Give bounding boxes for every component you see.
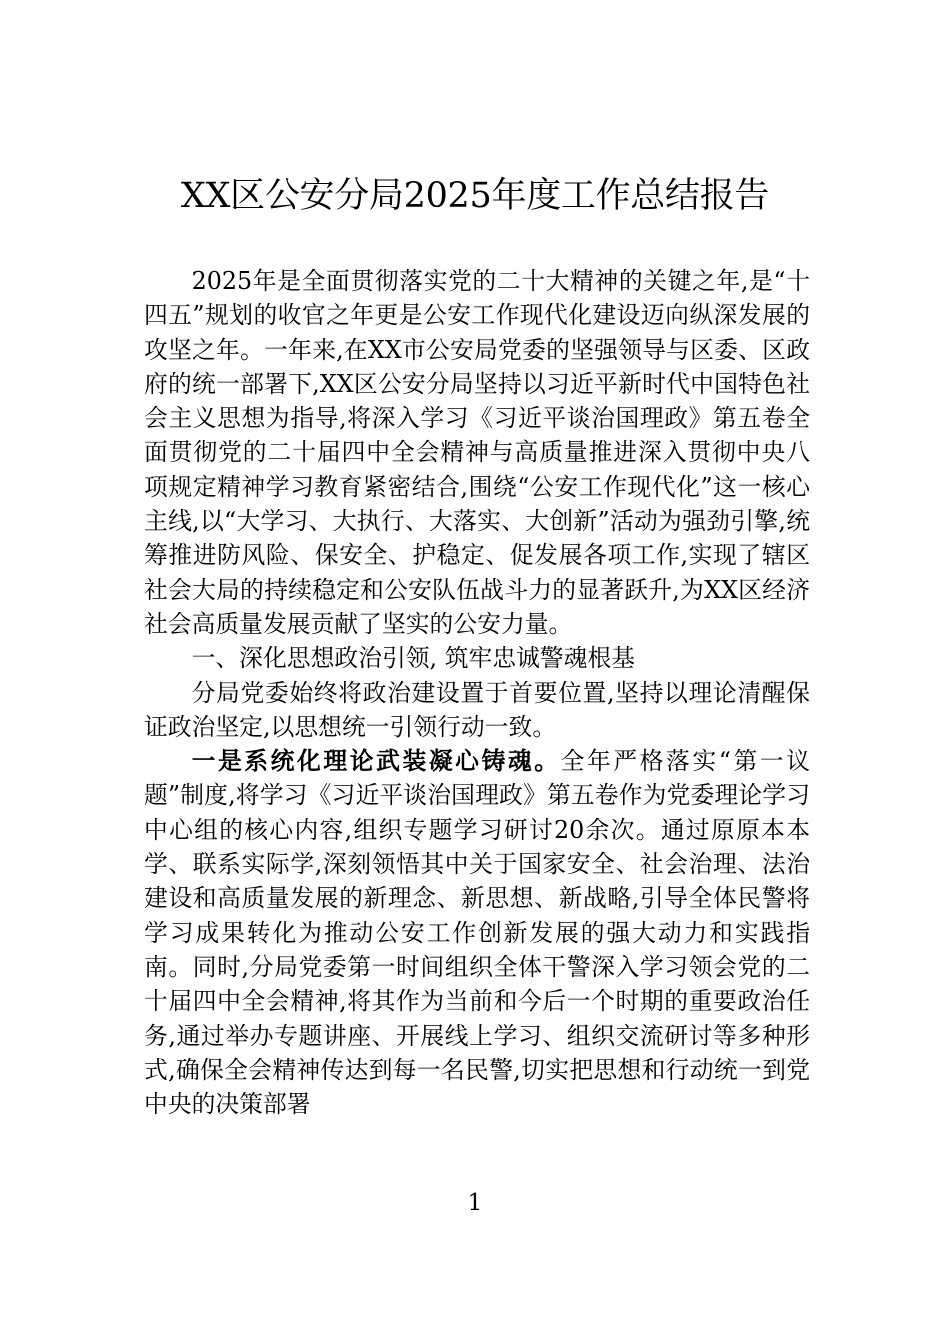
document-title: XX区公安分局2025年度工作总结报告 (180, 176, 770, 216)
point-one-text: 全年严格落实“第一议题”制度,将学习《习近平谈治国理政》第五卷作为党委理论学习中心组的核心内容,组织专题学习研讨20余次。通过原原本本学、联系实际学,深刻领悟其中关于国家安全、社会治理、法治建设和高质量发展的新理念、新思想、新战略,引导全体民警将学习成果转化为推动公安工作创新发展的强大动力和实践指南。同时,分局党委第一时间组织全体干警深入学习领会党的二十届四中全会精神,将其作为当前和今后一个时期的重要政治任务,通过举办专题讲座、开展线上学习、组织交流研讨等多种形式,确保全会精神传达到每一名民警,切实把思想和行动统一到党中央的决策部署 (144, 747, 810, 1119)
point-one-lead: 一是系统化理论武装凝心铸魂。 (191, 747, 561, 776)
section-heading: 一、深化思想政治引领, 筑牢忠诚警魂根基 (191, 644, 636, 673)
document-body (144, 264, 810, 1121)
section-intro-paragraph: 分局党委始终将政治建设置于首要位置,坚持以理论清醒保证政治坚定,以思想统一引领行动一致。 (144, 678, 810, 741)
point-one-paragraph (144, 744, 810, 1121)
intro-paragraph: 2025年是全面贯彻落实党的二十大精神的关键之年,是“十四五”规划的收官之年更是公安工作现代化建设迈向纵深发展的攻坚之年。一年来,在XX市公安局党委的坚强领导与区委、区政府的统一部署下,XX区公安分局坚持以习近平新时代中国特色社会主义思想为指导,将深入学习《习近平谈治国理政》第五卷全面贯彻党的二十届四中全会精神与高质量推进深入贯彻中央八项规定精神学习教育紧密结合,围绕“公安工作现代化”这一核心主线,以“大学习、大执行、大落实、大创新”活动为强劲引擎,统筹推进防风险、保安全、护稳定、促发展各项工作,实现了辖区社会大局的持续稳定和公安队伍战斗力的显著跃升,为XX区经济社会高质量发展贡献了坚实的公安力量。 (144, 267, 810, 638)
page-number: 1 (467, 1190, 483, 1216)
